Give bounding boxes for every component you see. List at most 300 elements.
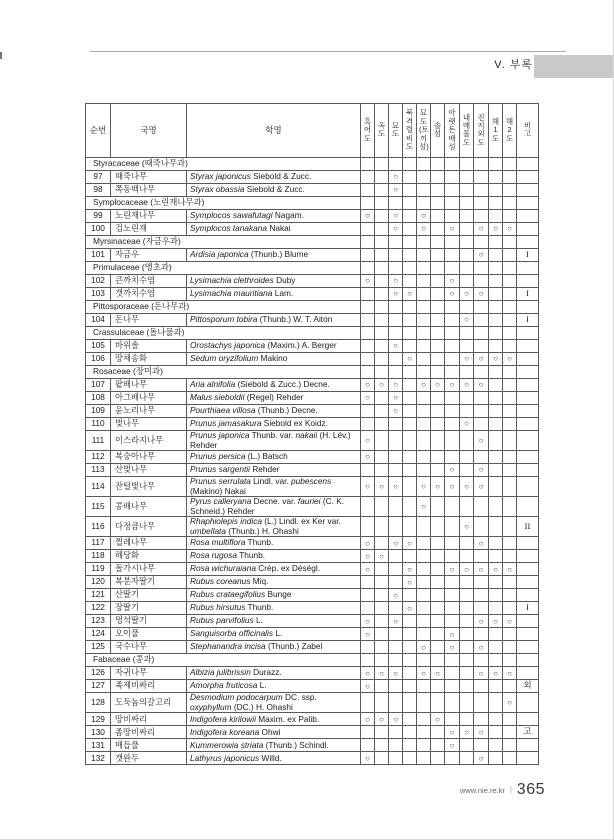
island-presence-cell: [445, 752, 460, 765]
scientific-name: Sanguisorba officinalis L.: [187, 628, 361, 641]
island-presence-cell: [431, 563, 445, 576]
footer-website: www.nie.re.kr: [459, 785, 505, 795]
island-presence-cell: ○: [474, 615, 489, 628]
island-presence-cell: [417, 752, 431, 765]
korean-name: 검노린재: [111, 223, 187, 236]
island-cell: [489, 654, 503, 667]
header-rule: [90, 51, 566, 52]
chapter-title: V. 부록: [494, 59, 533, 71]
island-presence-cell: [503, 405, 517, 418]
island-cell: [375, 158, 389, 171]
korean-name: 큰까치수염: [111, 275, 187, 288]
korean-name: 윤노리나무: [111, 405, 187, 418]
species-row: [86, 576, 539, 589]
island-presence-cell: [489, 379, 503, 392]
island-presence-cell: ○: [389, 223, 403, 236]
island-presence-cell: ○: [361, 563, 375, 576]
column-header-scientific-name: 학명: [187, 104, 361, 158]
island-presence-cell: ○: [503, 615, 517, 628]
island-presence-cell: [445, 184, 460, 197]
scientific-name: Prunus japonica Thunb. var. nakaii (H. Lév.) Rehder: [187, 431, 361, 451]
island-presence-cell: ○: [375, 713, 389, 726]
island-cell: [361, 197, 375, 210]
island-presence-cell: [361, 497, 375, 517]
island-presence-cell: [403, 171, 417, 184]
island-presence-cell: [361, 340, 375, 353]
island-presence-cell: ○: [389, 477, 403, 497]
island-presence-cell: [445, 517, 460, 537]
island-presence-cell: ○: [474, 537, 489, 550]
family-name: Crassulaceae (돌나물과): [86, 327, 361, 340]
island-presence-cell: [503, 210, 517, 223]
island-presence-cell: ○: [361, 628, 375, 641]
scientific-name: Pourthiaea villosa (Thunb.) Decne.: [187, 405, 361, 418]
island-presence-cell: ○: [445, 628, 460, 641]
species-number: 132: [86, 752, 111, 765]
family-row: [86, 327, 539, 340]
remark-cell: [517, 451, 539, 464]
island-presence-cell: [503, 288, 517, 301]
island-cell: [460, 197, 474, 210]
island-cell: [474, 197, 489, 210]
species-row: [86, 615, 539, 628]
island-presence-cell: [389, 628, 403, 641]
island-presence-cell: ○: [417, 210, 431, 223]
column-header-island: 묘도(토끼섬): [417, 104, 431, 158]
island-presence-cell: [489, 752, 503, 765]
column-header-korean-name: 국명: [111, 104, 187, 158]
island-presence-cell: [503, 726, 517, 739]
scientific-name: Rubus parvifolius L.: [187, 615, 361, 628]
island-presence-cell: [503, 477, 517, 497]
korean-name: 갯완두: [111, 752, 187, 765]
island-presence-cell: [474, 550, 489, 563]
family-row: [86, 197, 539, 210]
korean-name: 팥배나무: [111, 379, 187, 392]
remark-cell: [517, 576, 539, 589]
island-presence-cell: ○: [474, 223, 489, 236]
korean-name: 찔레나무: [111, 537, 187, 550]
island-cell: [445, 327, 460, 340]
species-row: [86, 314, 539, 327]
island-presence-cell: [431, 210, 445, 223]
island-presence-cell: ○: [503, 223, 517, 236]
species-row: [86, 464, 539, 477]
scientific-name: Rubus crataegifolius Bunge: [187, 589, 361, 602]
island-presence-cell: [503, 392, 517, 405]
island-presence-cell: [403, 405, 417, 418]
island-presence-cell: [460, 615, 474, 628]
island-cell: [460, 327, 474, 340]
island-presence-cell: [460, 693, 474, 713]
island-cell: [460, 654, 474, 667]
island-presence-cell: [361, 739, 375, 752]
species-number: 109: [86, 405, 111, 418]
island-presence-cell: [431, 353, 445, 366]
island-cell: [403, 301, 417, 314]
island-presence-cell: ○: [460, 418, 474, 431]
island-presence-cell: [474, 314, 489, 327]
island-cell: [375, 236, 389, 249]
island-presence-cell: [474, 497, 489, 517]
island-presence-cell: [417, 451, 431, 464]
island-presence-cell: [389, 563, 403, 576]
species-row: [86, 739, 539, 752]
island-presence-cell: ○: [361, 615, 375, 628]
island-presence-cell: ○: [489, 223, 503, 236]
column-header-island: 내매물도: [460, 104, 474, 158]
island-presence-cell: [361, 589, 375, 602]
scientific-name: Prunus serrulata Lindl. var. pubescens (Makino) Nakai: [187, 477, 361, 497]
species-row: [86, 641, 539, 654]
column-header-island: 해2도: [503, 104, 517, 158]
remark-cell: [517, 301, 539, 314]
species-number: 112: [86, 451, 111, 464]
species-row: [86, 713, 539, 726]
scientific-name: Albizia julibrissin Durazz.: [187, 667, 361, 680]
island-presence-cell: [375, 563, 389, 576]
korean-name: 이스라지나무: [111, 431, 187, 451]
korean-name: 복숭아나무: [111, 451, 187, 464]
island-presence-cell: ○: [474, 563, 489, 576]
remark-cell: [517, 431, 539, 451]
island-presence-cell: [474, 739, 489, 752]
island-presence-cell: [431, 576, 445, 589]
island-presence-cell: ○: [403, 537, 417, 550]
column-header-island: 솔섬: [431, 104, 445, 158]
island-presence-cell: [389, 693, 403, 713]
island-presence-cell: [389, 641, 403, 654]
scientific-name: Sedum oryzifolium Makino: [187, 353, 361, 366]
island-presence-cell: [417, 418, 431, 431]
column-header-island: 북격렬비도: [403, 104, 417, 158]
island-presence-cell: [403, 451, 417, 464]
island-presence-cell: [403, 628, 417, 641]
family-name: Rosaceae (장미과): [86, 366, 361, 379]
island-presence-cell: [361, 405, 375, 418]
island-cell: [361, 654, 375, 667]
korean-name: 잔털벚나무: [111, 477, 187, 497]
species-number: 116: [86, 517, 111, 537]
island-presence-cell: ○: [389, 184, 403, 197]
korean-name: 땅채송화: [111, 353, 187, 366]
korean-name: 아그배나무: [111, 392, 187, 405]
island-presence-cell: ○: [445, 641, 460, 654]
island-cell: [431, 654, 445, 667]
island-cell: [417, 197, 431, 210]
species-row: [86, 752, 539, 765]
island-presence-cell: [417, 340, 431, 353]
island-presence-cell: ○: [389, 589, 403, 602]
island-presence-cell: [445, 249, 460, 262]
island-presence-cell: [417, 563, 431, 576]
species-row: [86, 517, 539, 537]
island-presence-cell: [460, 249, 474, 262]
island-presence-cell: [474, 392, 489, 405]
island-cell: [431, 236, 445, 249]
island-cell: [474, 327, 489, 340]
species-row: [86, 275, 539, 288]
remark-cell: [517, 353, 539, 366]
island-presence-cell: [445, 680, 460, 693]
island-presence-cell: [445, 340, 460, 353]
island-cell: [389, 158, 403, 171]
island-cell: [417, 158, 431, 171]
island-presence-cell: [389, 497, 403, 517]
island-presence-cell: ○: [503, 563, 517, 576]
island-presence-cell: [445, 314, 460, 327]
korean-name: 오이풀: [111, 628, 187, 641]
column-header-remark: 비고: [517, 104, 539, 158]
island-presence-cell: [389, 550, 403, 563]
island-presence-cell: ○: [445, 739, 460, 752]
island-presence-cell: ○: [361, 667, 375, 680]
island-cell: [361, 236, 375, 249]
species-number: 110: [86, 418, 111, 431]
island-presence-cell: ○: [474, 249, 489, 262]
island-cell: [403, 262, 417, 275]
korean-name: 땅비싸리: [111, 713, 187, 726]
island-presence-cell: [503, 680, 517, 693]
island-presence-cell: [460, 739, 474, 752]
scientific-name: Rosa multiflora Thunb.: [187, 537, 361, 550]
island-presence-cell: [403, 223, 417, 236]
island-presence-cell: [474, 418, 489, 431]
island-presence-cell: [417, 431, 431, 451]
remark-cell: [517, 340, 539, 353]
island-presence-cell: ○: [361, 210, 375, 223]
island-presence-cell: [503, 418, 517, 431]
scientific-name: Lysimachia clethroides Duby: [187, 275, 361, 288]
island-cell: [361, 366, 375, 379]
remark-cell: [517, 158, 539, 171]
island-cell: [503, 158, 517, 171]
island-presence-cell: [503, 628, 517, 641]
remark-cell: [517, 262, 539, 275]
remark-cell: [517, 693, 539, 713]
island-cell: [460, 366, 474, 379]
island-presence-cell: [375, 210, 389, 223]
island-presence-cell: [445, 615, 460, 628]
remark-cell: I: [517, 314, 539, 327]
island-presence-cell: [445, 353, 460, 366]
island-presence-cell: [403, 275, 417, 288]
island-presence-cell: [431, 752, 445, 765]
species-row: [86, 392, 539, 405]
island-cell: [389, 366, 403, 379]
island-presence-cell: ○: [361, 431, 375, 451]
island-presence-cell: [431, 693, 445, 713]
island-presence-cell: [460, 628, 474, 641]
island-presence-cell: [375, 517, 389, 537]
island-presence-cell: [474, 602, 489, 615]
korean-name: 국수나무: [111, 641, 187, 654]
species-number: 125: [86, 641, 111, 654]
island-cell: [403, 327, 417, 340]
island-cell: [431, 262, 445, 275]
island-cell: [417, 262, 431, 275]
island-presence-cell: [431, 628, 445, 641]
remark-cell: [517, 654, 539, 667]
island-presence-cell: [431, 184, 445, 197]
island-cell: [417, 654, 431, 667]
island-presence-cell: [460, 589, 474, 602]
species-row: [86, 184, 539, 197]
island-presence-cell: [375, 418, 389, 431]
island-presence-cell: [417, 589, 431, 602]
island-presence-cell: [460, 752, 474, 765]
island-presence-cell: [503, 451, 517, 464]
island-cell: [445, 236, 460, 249]
island-presence-cell: [460, 171, 474, 184]
island-cell: [474, 654, 489, 667]
island-presence-cell: [474, 451, 489, 464]
island-presence-cell: [445, 576, 460, 589]
island-presence-cell: [489, 550, 503, 563]
species-number: 126: [86, 667, 111, 680]
island-presence-cell: ○: [474, 641, 489, 654]
island-cell: [445, 197, 460, 210]
island-presence-cell: [403, 210, 417, 223]
korean-name: 멍석딸기: [111, 615, 187, 628]
family-row: [86, 366, 539, 379]
korean-name: 갯까치수염: [111, 288, 187, 301]
island-presence-cell: ○: [361, 550, 375, 563]
korean-name: 족제비싸리: [111, 680, 187, 693]
island-presence-cell: ○: [474, 477, 489, 497]
species-number: 101: [86, 249, 111, 262]
remark-cell: [517, 563, 539, 576]
island-presence-cell: [489, 517, 503, 537]
appendix-species-table: [85, 103, 539, 765]
island-presence-cell: ○: [445, 275, 460, 288]
island-presence-cell: [417, 464, 431, 477]
island-presence-cell: [503, 537, 517, 550]
island-presence-cell: ○: [417, 641, 431, 654]
island-presence-cell: [403, 739, 417, 752]
island-presence-cell: [445, 713, 460, 726]
scientific-name: Prunus jamasakura Siebold ex Koidz.: [187, 418, 361, 431]
island-presence-cell: [361, 171, 375, 184]
island-presence-cell: [375, 726, 389, 739]
family-name: Symplocaceae (노린재나무과): [86, 197, 361, 210]
island-cell: [389, 197, 403, 210]
island-presence-cell: [375, 628, 389, 641]
island-presence-cell: ○: [445, 726, 460, 739]
island-presence-cell: ○: [474, 431, 489, 451]
remark-cell: [517, 589, 539, 602]
island-presence-cell: [431, 589, 445, 602]
korean-name: 때죽나무: [111, 171, 187, 184]
island-presence-cell: ○: [489, 563, 503, 576]
island-presence-cell: [417, 615, 431, 628]
island-presence-cell: [417, 628, 431, 641]
island-presence-cell: [361, 314, 375, 327]
scientific-name: Styrax obassia Siebold & Zucc.: [187, 184, 361, 197]
island-presence-cell: ○: [389, 392, 403, 405]
korean-name: 쪽동백나무: [111, 184, 187, 197]
island-presence-cell: [503, 497, 517, 517]
island-presence-cell: ○: [389, 171, 403, 184]
island-cell: [445, 301, 460, 314]
species-row: [86, 223, 539, 236]
island-cell: [489, 262, 503, 275]
island-presence-cell: [431, 726, 445, 739]
species-number: 108: [86, 392, 111, 405]
island-presence-cell: ○: [375, 477, 389, 497]
island-presence-cell: [361, 249, 375, 262]
island-cell: [431, 301, 445, 314]
island-presence-cell: [431, 431, 445, 451]
island-presence-cell: [445, 550, 460, 563]
island-presence-cell: ○: [431, 713, 445, 726]
island-presence-cell: ○: [375, 667, 389, 680]
korean-name: 자귀나무: [111, 667, 187, 680]
island-presence-cell: [489, 537, 503, 550]
scientific-name: Pittosporum tobira (Thunb.) W. T. Aiton: [187, 314, 361, 327]
island-presence-cell: [445, 210, 460, 223]
korean-name: 바위솔: [111, 340, 187, 353]
remark-cell: 고: [517, 726, 539, 739]
island-presence-cell: [474, 275, 489, 288]
species-row: [86, 693, 539, 713]
island-presence-cell: [431, 405, 445, 418]
chapter-edge-tab: [534, 55, 613, 78]
remark-cell: [517, 392, 539, 405]
family-row: [86, 236, 539, 249]
island-cell: [474, 236, 489, 249]
remark-cell: [517, 171, 539, 184]
korean-name: 자금우: [111, 249, 187, 262]
remark-cell: I: [517, 288, 539, 301]
scientific-name: Orostachys japonica (Maxim.) A. Berger: [187, 340, 361, 353]
island-cell: [445, 654, 460, 667]
island-cell: [489, 366, 503, 379]
island-presence-cell: [431, 615, 445, 628]
species-row: [86, 249, 539, 262]
species-row: [86, 550, 539, 563]
island-presence-cell: [375, 223, 389, 236]
island-presence-cell: [460, 576, 474, 589]
island-presence-cell: ○: [389, 275, 403, 288]
island-presence-cell: ○: [431, 477, 445, 497]
island-presence-cell: [503, 713, 517, 726]
island-presence-cell: [489, 589, 503, 602]
species-row: [86, 340, 539, 353]
island-cell: [489, 327, 503, 340]
remark-cell: I: [517, 249, 539, 262]
remark-cell: [517, 739, 539, 752]
island-presence-cell: [489, 184, 503, 197]
column-header-island: 해1도: [489, 104, 503, 158]
island-cell: [445, 366, 460, 379]
island-presence-cell: [431, 288, 445, 301]
island-cell: [375, 197, 389, 210]
remark-cell: II: [517, 517, 539, 537]
korean-name: 산벚나무: [111, 464, 187, 477]
island-presence-cell: [431, 517, 445, 537]
island-presence-cell: [489, 464, 503, 477]
island-cell: [503, 327, 517, 340]
species-number: 104: [86, 314, 111, 327]
scientific-name: Malus sieboldii (Regel) Rehder: [187, 392, 361, 405]
remark-cell: [517, 550, 539, 563]
island-presence-cell: ○: [503, 353, 517, 366]
species-number: 127: [86, 680, 111, 693]
island-cell: [375, 654, 389, 667]
island-presence-cell: [431, 550, 445, 563]
island-presence-cell: [460, 641, 474, 654]
